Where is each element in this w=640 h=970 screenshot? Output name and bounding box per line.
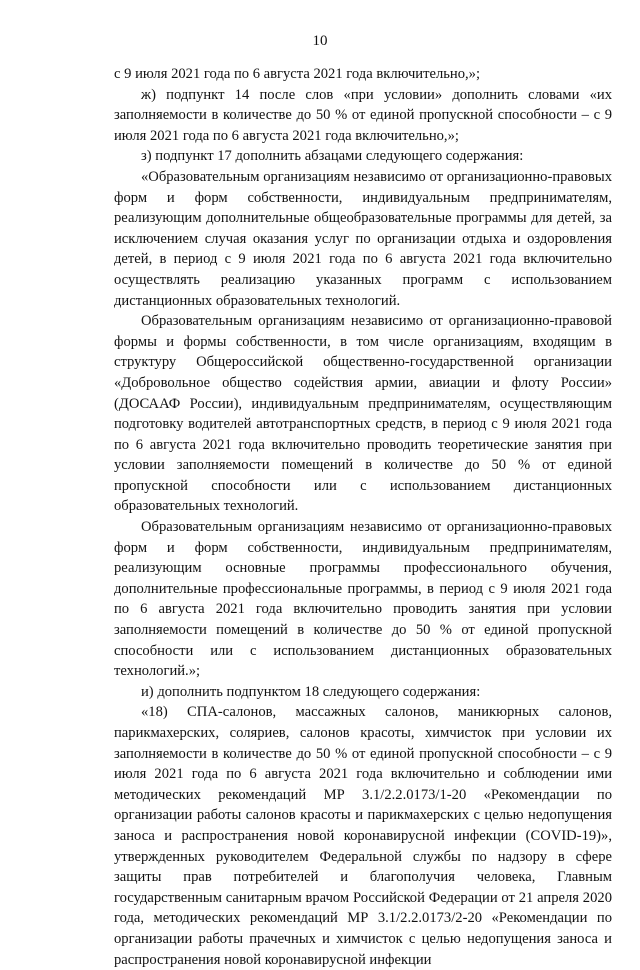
- paragraph-additional-education: «Образовательным организациям независимо от организационно-правовых форм и форм собственности, индивидуальным предпринимателям, реализующим дополнительные общеобразовательные программы для детей, за исключением случая оказания услуг по организации отдыха и оздоровления детей, в период с 9 июля 2021 года по 6 августа 2021 года включительно осуществлять реализацию указанных программ с использованием дистанционных образовательных технологий.: [114, 168, 612, 309]
- paragraph-professional-training: Образовательным организациям независимо от организационно-правовых форм и форм собственности, индивидуальным предпринимателям, реализующим основные программы профессионального обучения, дополнительные профессиональные программы, в период с 9 июля 2021 года по 6 августа 2021 года включительно проводить занятия при условии заполняемости помещений в количестве до 50 % от единой пропускной способности или с использованием дистанционных образовательных технологий.»;: [114, 519, 612, 680]
- paragraph-continuation: с 9 июля 2021 года по 6 августа 2021 года включительно,»;: [114, 66, 481, 82]
- page-number: 10: [312, 33, 328, 49]
- paragraph-item-z: з) подпункт 17 дополнить абзацами следующего содержания:: [141, 148, 524, 165]
- paragraph-subitem-18: «18) СПА-салонов, массажных салонов, маникюрных салонов, парикмахерских, соляриев, салонов красоты, химчисток при условии их заполняемости в количестве до 50 % от единой пропускной способности – с 9 июля 2021 года по 6 августа 2021 года включительно и соблюдении ими методических рекомендаций МР 3.1/2.2.0173/1-20 «Рекомендации по организации работы салонов красоты и парикмахерских с целью недопущения заноса и распространения новой коронавирусной инфекции (COVID-19)», утвержденных руководителем Федеральной службы по надзору в сфере защиты прав потребителей и благополучия человека, Главным государственным санитарным врачом Российской Федерации от 21 апреля 2020 года, методических рекомендаций МР 3.1/2.2.0173/2-20 «Рекомендации по организации работы прачечных и химчисток с целью недопущения заноса и распространения новой коронавирусной инфекции: [114, 704, 612, 968]
- document-body: [114, 64, 612, 970]
- paragraph-item-zh: ж) подпункт 14 после слов «при условии» дополнить словами «их заполняемости в количестве до 50 % от единой пропускной способности – с 9 июля 2021 года по 6 августа 2021 года включительно,»;: [114, 86, 612, 144]
- paragraph-item-i: и) дополнить подпунктом 18 следующего содержания:: [141, 683, 481, 700]
- paragraph-driver-training: Образовательным организациям независимо от организационно-правовой формы и формы собственности, в том числе организациям, входящим в структуру Общероссийской общественно-государственной организации «Добровольное общество содействия армии, авиации и флоту России» (ДОСААФ России), индивидуальным предпринимателям, осуществляющим подготовку водителей автотранспортных средств, в период с 9 июля 2021 года по 6 августа 2021 года включительно проводить теоретические занятия при условии заполняемости помещений в количестве до 50 % от единой пропускной способности или с использованием дистанционных образовательных технологий.: [114, 313, 612, 515]
